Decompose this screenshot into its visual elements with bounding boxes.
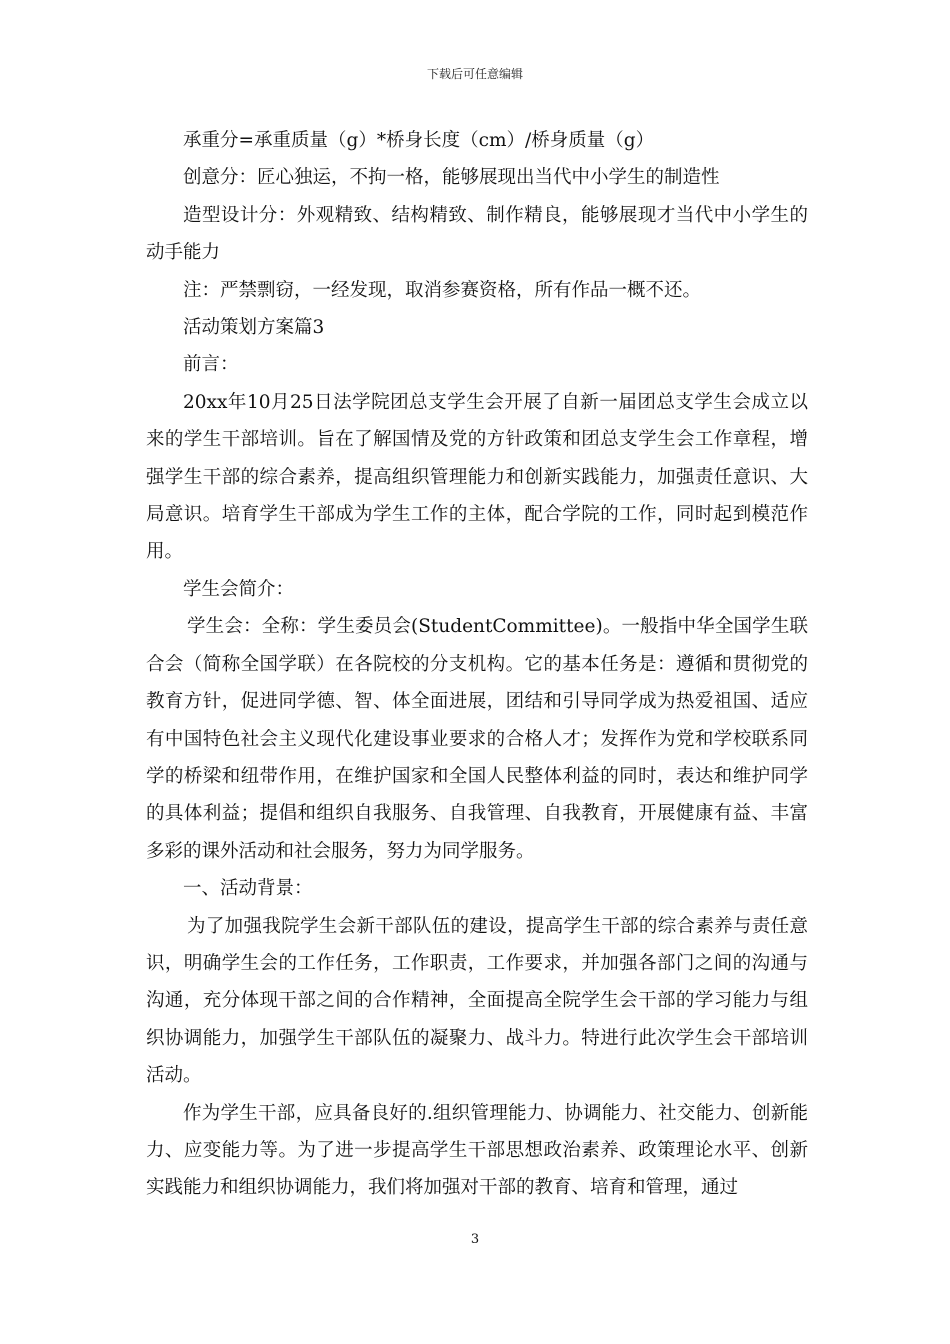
paragraph-load-score: 承重分=承重质量（g）*桥身长度（cm）/桥身质量（g） [183,130,655,151]
paragraph-preface: 20xx年10月25日法学院团总支学生会开展了自新一届团总支学生会成立以来的学生干部培训。旨在了解国情及党的方针政策和团总支学生会工作章程，增强学生干部的综合素养，提高组织管理能力和创新实践能力，加强责任意识、大局意识。培育学生干部成为学生工作的主体，配合学院的工作，同时起到模范作用。 [146,391,808,563]
paragraph-background: 为了加强我院学生会新干部队伍的建设，提高学生干部的综合素养与责任意识，明确学生会的工作任务，工作职责，工作要求，并加强各部门之间的沟通与沟通，充分体现干部之间的合作精神，全面提高全院学生会干部的学习能力与组织协调能力，加强学生干部队伍的凝聚力、战斗力。特进行此次学生会干部培训活动。 [146,915,808,1087]
paragraph-design-score: 造型设计分：外观精致、结构精致、制作精良，能够展现才当代中小学生的动手能力 [146,204,808,264]
paragraph-creativity-score: 创意分：匠心独运，不拘一格，能够展现出当代中小学生的制造性 [183,167,720,189]
section-heading-background: 一、活动背景： [183,878,313,900]
document-body [146,122,808,1207]
page-number: 3 [470,1232,480,1247]
section-heading-plan-3: 活动策划方案篇3 [183,317,325,339]
section-heading-student-union-intro: 学生会简介： [183,578,295,600]
paragraph-cadre-abilities: 作为学生干部，应具备良好的.组织管理能力、协调能力、社交能力、创新能力、应变能力等。为了进一步提高学生干部思想政治素养、政策理论水平、创新实践能力和组织协调能力，我们将加强对干部的教育、培育和管理，通过 [146,1102,808,1199]
paragraph-student-union-intro: 学生会：全称：学生委员会(StudentCommittee)。一般指中华全国学生联合会（简称全国学联）在各院校的分支机构。它的基本任务是：遵循和贯彻党的教育方针，促进同学德、智、体全面进展，团结和引导同学成为热爱祖国、适应有中国特色社会主义现代化建设事业要求的合格人才；发挥作为党和学校联系同学的桥梁和纽带作用，在维护国家和全国人民整体利益的同时，表达和维护同学的具体利益；提倡和组织自我服务、自我管理、自我教育，开展健康有益、丰富多彩的课外活动和社会服务，努力为同学服务。 [146,616,808,862]
paragraph-note: 注：严禁剽窃，一经发现，取消参赛资格，所有作品一概不还。 [183,279,702,301]
section-heading-preface: 前言： [183,354,239,376]
page-header: 下载后可任意编辑 [426,67,523,81]
